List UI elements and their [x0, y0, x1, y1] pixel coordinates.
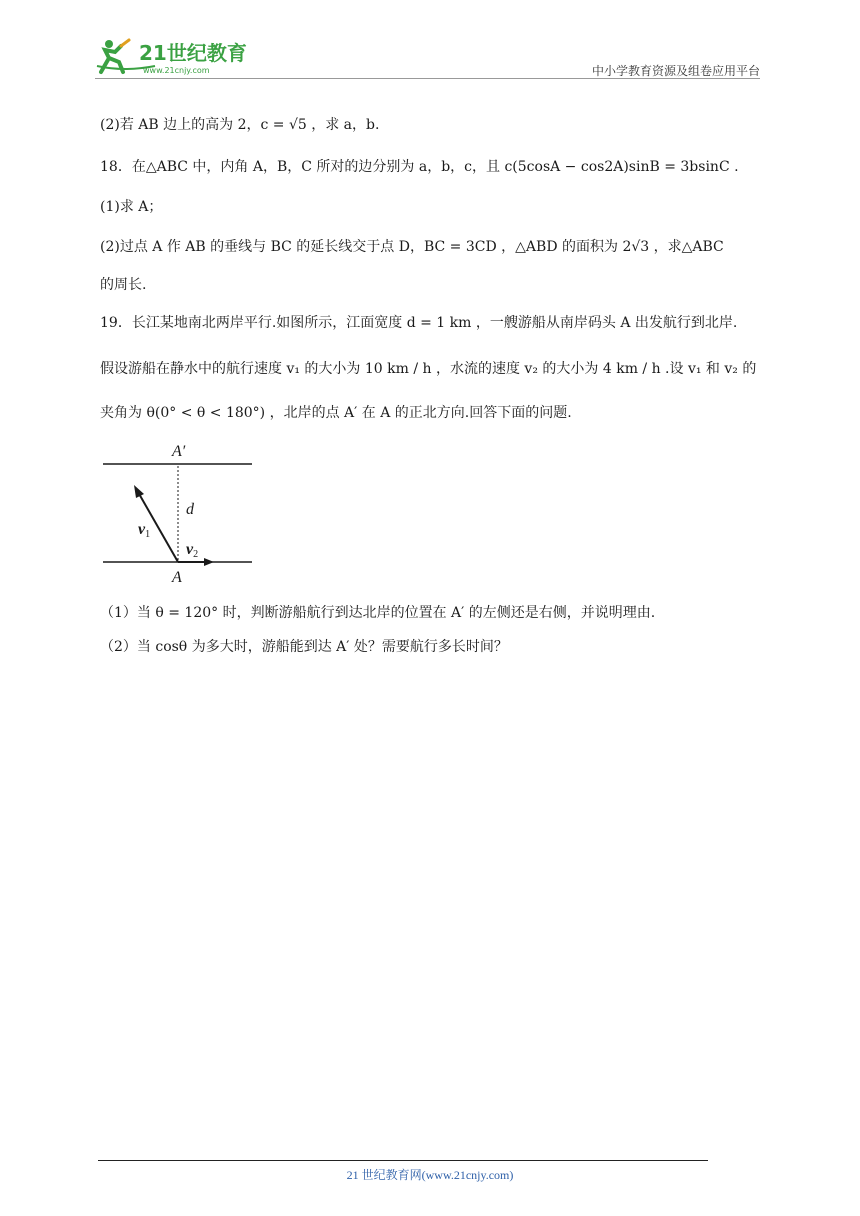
line-17-part2: (2)若 AB 边上的高为 2，c = √5 ，求 a，b. — [100, 117, 380, 133]
label-v2: v2 — [186, 541, 199, 560]
line-19-part2: （2）当 cosθ 为多大时，游船能到达 A′ 处？需要航行多长时间？ — [100, 639, 508, 655]
footer-link[interactable]: 21 世纪教育网(www.21cnjy.com) — [346, 1168, 514, 1182]
header-divider — [95, 78, 760, 79]
footer-divider — [98, 1160, 708, 1161]
river-diagram — [100, 440, 260, 590]
logo-url: www.21cnjy.com — [143, 66, 210, 75]
line-18-part2-cont: 的周长. — [100, 277, 147, 293]
line-18-part2: (2)过点 A 作 AB 的垂线与 BC 的延长线交于点 D，BC = 3CD ，△ABD 的面积为 2√3 ，求△ABC — [100, 239, 724, 255]
header-platform-name: 中小学教育资源及组卷应用平台 — [591, 64, 760, 78]
logo-text: 21世纪教育 — [139, 41, 247, 65]
label-a: A — [172, 569, 182, 586]
v1-arrow-head — [134, 485, 144, 498]
line-19-stem-3: 夹角为 θ(0° < θ < 180°) ，北岸的点 A′ 在 A 的正北方向.回答下面的问题. — [100, 405, 572, 421]
line-18-part1: (1)求 A； — [100, 199, 163, 215]
line-18-stem: 18．在△ABC 中，内角 A，B，C 所对的边分别为 a，b，c，且 c(5cosA − cos2A)sinB = 3bsinC . — [100, 159, 739, 175]
label-v1: v1 — [138, 521, 151, 540]
line-19-stem: 19．长江某地南北两岸平行.如图所示，江面宽度 d = 1 km ，一艘游船从南岸码头 A 出发航行到北岸. — [100, 315, 738, 331]
v2-arrow-head — [204, 558, 214, 566]
page-header — [95, 30, 760, 80]
label-d: d — [186, 501, 194, 518]
label-a-prime: A′ — [172, 443, 186, 460]
line-19-part1: （1）当 θ = 120° 时，判断游船航行到达北岸的位置在 A′ 的左侧还是右侧，并说明理由. — [100, 605, 656, 621]
line-19-stem-2: 假设游船在静水中的航行速度 v₁ 的大小为 10 km / h ，水流的速度 v₂ 的大小为 4 km / h .设 v₁ 和 v₂ 的 — [100, 361, 757, 377]
logo-icon — [95, 36, 265, 76]
